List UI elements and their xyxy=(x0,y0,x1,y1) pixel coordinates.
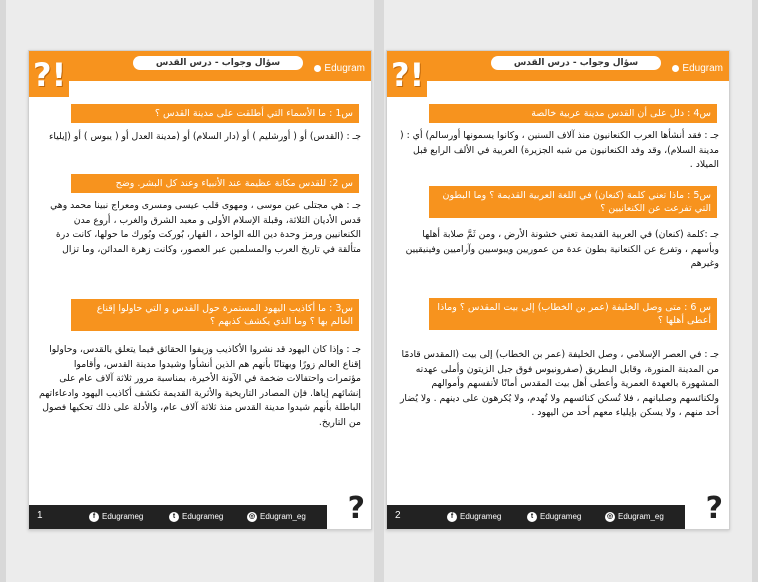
edugram-logo: ?! xyxy=(391,56,425,94)
answer-6: جـ : في العصر الإسلامي ، وصل الخليفة (عمر بن الخطاب) إلى بيت (المقدس قادمًا من المدينة المنورة، وقابل البطريق (صفرونيوس فوق جبل الزيتون وأملى عهدته المشهورة بالعهدة العمرية وأعطى أهل بيت المقدس أمانًا لأنفسهم وأموالهم ولكنائسهم وصلبانهم ، فلا تُسكن كنائسهم ولا تُهدم، ولا يُكرهون على دينهم . ولا يُضار أحد منهم ، ولا يسكن بإيلياء معهم أحد من اليهود . xyxy=(399,349,719,418)
instagram-icon: ◎ xyxy=(248,512,256,520)
question-mark-icon: ? xyxy=(347,491,365,526)
question-6: س 6 : متى وصل الخليفة (عمر بن الخطاب) إلى بيت المقدس ؟ وماذا أعطى أهلها ؟ xyxy=(429,298,717,330)
page-footer xyxy=(29,505,371,529)
answer-1: جـ : (القدس) أو ( أورشليم ) أو (دار السلام) أو (مدينة العدل أو ( يبوس ) أو (إيلياء xyxy=(49,131,361,142)
question-2: س 2: للقدس مكانة عظيمة عند الأنبياء وعند كل البشر. وضح xyxy=(71,174,359,193)
brand-label: Edugram xyxy=(324,63,365,74)
instagram-handle: Edugram_eg xyxy=(618,512,664,521)
answer-2: جـ : هي مجتلى عين موسى ، ومهوى قلب عيسى ومسرى ومعراج نبينا محمد وهي قدس الأديان الثلاثة، وقبلة الإسلام الأولى و معبد الشرق والغرب ، أروع مدن الكنعانيين ورمز وحدة دين الله الواحد ، القهار، بُوركت وبُورك ما حولها، كانت درة متألقة في تاريخ العرب والمسلمين عبر العصور، وكانت زهرة المدائن، وما تزال xyxy=(50,200,361,255)
edugram-logo: ?! xyxy=(33,56,67,94)
question-1: س1 : ما الأسماء التي أطلقت على مدينة القدس ؟ xyxy=(71,104,359,123)
facebook-icon: f xyxy=(447,512,457,522)
facebook-icon: f xyxy=(89,512,99,522)
brand-dot-icon xyxy=(672,65,679,72)
answer-3: جـ : وإذا كان اليهود قد نشروا الأكاذيب وزيفوا الحقائق فيما يتعلق بالقدس، وحاولوا إقناع العالم زورًا وبهتانًا بأنهم هم الذين أنشأوا وشيدوا مدينة القدس، وأقاموا مؤتمرات واحتفالات ضخمة في الآونة الأخيرة، بمناسبة مرور ثلاثة آلاف عام على إنشائهم إياها. فإن المصادر التاريخية والأثرية القديمة تكشف أكاذيب اليهود وادعاءاتهم الباطلة بأنهم شيدوا مدينة القدس منذ ثلاثة آلاف عام، والأدلة على ذلك تحكيها فصول من التاريخ. xyxy=(39,344,361,428)
page-2 xyxy=(386,50,730,530)
page-number: 1 xyxy=(37,510,43,521)
instagram-icon: ◎ xyxy=(606,512,614,520)
answer-4: جـ : فقد أنشأها العرب الكنعانيون منذ آلاف السنين ، وكانوا يسمونها أورسالم) أي : ( مدينة السلام)، وقد وفد الكنعانيون من شبه الجزيرة) العربية في الألف الرابع قبل الميلاد . xyxy=(400,130,719,170)
brand-label: Edugram xyxy=(682,63,723,74)
brand-name xyxy=(672,62,723,76)
facebook-link[interactable] xyxy=(89,511,143,523)
answer-5: جـ :كلمة (كنعان) في العربية القديمة تعني خشونة الأرض ، ومن ثَمَّ صلابة أهلها وبأسهم ، وتفرع عن الكنعانية بطون عدة من عموريين ويبوسيين وآراميين وفينيقيين وغيرهم xyxy=(405,229,719,269)
question-4: س4 : دلل على أن القدس مدينة عربية خالصة xyxy=(429,104,717,123)
twitter-handle: Edugrameg xyxy=(540,512,582,521)
twitter-link[interactable] xyxy=(527,511,581,523)
viewer-right-edge xyxy=(752,0,758,582)
lesson-title: سؤال وجواب - درس القدس xyxy=(133,56,303,70)
page-1 xyxy=(28,50,372,530)
page-gutter xyxy=(374,0,384,582)
instagram-link[interactable] xyxy=(247,511,306,523)
facebook-handle: Edugrameg xyxy=(102,512,144,521)
question-3: س3 : ما أكاذيب اليهود المستمرة حول القدس و التي حاولوا إقناع العالم بها ؟ وما الذي يكشف كذبهم ؟ xyxy=(71,299,359,331)
brand-name xyxy=(314,62,365,76)
facebook-link[interactable] xyxy=(447,511,501,523)
page-number: 2 xyxy=(395,510,401,521)
question-5: س5 : ماذا تعني كلمة (كنعان) في اللغة العربية القديمة ؟ وما البطون التي تفرعت عن الكنعانيين ؟ xyxy=(429,186,717,218)
page-footer xyxy=(387,505,729,529)
instagram-handle: Edugram_eg xyxy=(260,512,306,521)
question-mark-icon: ? xyxy=(705,491,723,526)
twitter-link[interactable] xyxy=(169,511,223,523)
twitter-icon: t xyxy=(527,512,537,522)
instagram-link[interactable] xyxy=(605,511,664,523)
twitter-icon: t xyxy=(169,512,179,522)
facebook-handle: Edugrameg xyxy=(460,512,502,521)
brand-dot-icon xyxy=(314,65,321,72)
lesson-title: سؤال وجواب - درس القدس xyxy=(491,56,661,70)
twitter-handle: Edugrameg xyxy=(182,512,224,521)
